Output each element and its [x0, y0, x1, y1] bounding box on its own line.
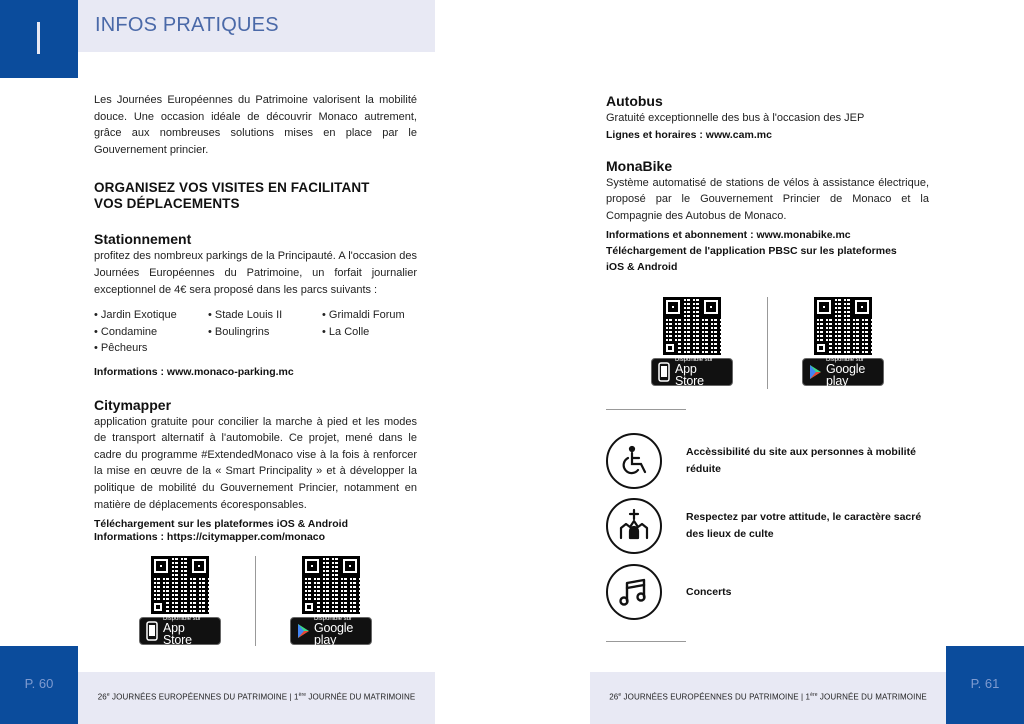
badge-store-name: Google play — [826, 361, 866, 388]
section-heading-line1: ORGANISEZ VOS VISITES EN FACILITANT — [94, 180, 370, 196]
phone-icon — [145, 621, 159, 641]
footer-text: 26e JOURNÉES EUROPÉENNES DU PATRIMOINE | 1ère JOURNÉE DU MATRIMOINE — [609, 692, 927, 702]
divider-bar — [37, 22, 40, 54]
page-number-block-left — [0, 646, 78, 724]
qr-divider — [255, 556, 256, 646]
parking-item: • Boulingrins — [208, 325, 270, 338]
legend-label: Concerts — [686, 585, 732, 598]
google-play-badge[interactable] — [290, 617, 372, 645]
badge-available-text: Disponible sur — [675, 356, 714, 363]
separator-line — [606, 641, 686, 642]
parking-item: • Jardin Exotique — [94, 309, 177, 322]
corner-block-top-left — [0, 0, 78, 78]
stationnement-title: Stationnement — [94, 231, 192, 248]
citymapper-info-link[interactable]: Informations : https://citymapper.com/monaco — [94, 531, 326, 544]
right-qr-row — [651, 297, 884, 389]
page-number: P. 60 — [24, 676, 54, 691]
monabike-download-line2: iOS & Android — [606, 261, 678, 274]
badge-available-text: Disponible sur — [314, 615, 353, 622]
monabike-title: MonaBike — [606, 157, 673, 174]
separator-line — [606, 409, 686, 410]
app-store-badge[interactable] — [651, 358, 733, 386]
autobus-title: Autobus — [606, 93, 663, 109]
badge-store-name: App Store — [163, 620, 192, 647]
monabike-download-line1: Téléchargement de l'application PBSC sur les plateformes — [606, 245, 897, 258]
phone-icon — [657, 362, 671, 382]
page-number-block-right — [946, 646, 1024, 724]
wheelchair-icon — [606, 433, 662, 489]
section-heading-line2: VOS DÉPLACEMENTS — [94, 196, 240, 212]
app-store-download[interactable] — [139, 556, 221, 645]
badge-available-text: Disponible sur — [163, 615, 202, 622]
autobus-info-link[interactable]: Lignes et horaires : www.cam.mc — [606, 128, 772, 141]
citymapper-text: application gratuite pour concilier la marche à pied et les modes de transport alternatif à l'automobile. Ce projet, mené dans le cadre du programme #ExtendedMonaco vise à la fois à renforcer la mise en œuvre de la « Smart Principality » et à développer la politique de mobilité du Gouvernement Princier, notamment en matière de déplacements écoresponsables. — [94, 415, 417, 511]
left-qr-row — [139, 556, 372, 646]
qr-code-google-play — [814, 297, 872, 355]
monabike-info-link[interactable]: Informations et abonnement : www.monabike.mc — [606, 229, 851, 242]
parking-info-link[interactable]: Informations : www.monaco-parking.mc — [94, 365, 294, 378]
citymapper-title: Citymapper — [94, 396, 172, 413]
autobus-text: Gratuité exceptionnelle des bus à l'occasion des JEP — [606, 112, 865, 124]
parking-item: • Pêcheurs — [94, 342, 148, 355]
app-store-download[interactable] — [651, 297, 733, 386]
legend-label: Accèssibilité du site aux personnes à mobilité réduite — [686, 446, 916, 475]
church-icon — [606, 498, 662, 554]
footer-band-left — [78, 672, 435, 724]
stationnement-text: profitez des nombreux parkings de la Principauté. A l'occasion des Journées Européennes du Patrimoine, un forfait journalier exceptionnel de 4€ sera proposé dans les parcs suivants : — [94, 250, 417, 296]
play-triangle-icon — [296, 621, 310, 641]
section-heading — [94, 180, 417, 212]
qr-code-app-store — [663, 297, 721, 355]
qr-code-google-play — [302, 556, 360, 614]
google-play-download[interactable] — [802, 297, 884, 386]
legend-label: Respectez par votre attitude, le caractère sacré des lieux de culte — [686, 511, 922, 540]
music-note-icon — [606, 564, 662, 620]
google-play-badge[interactable] — [802, 358, 884, 386]
qr-divider — [767, 297, 768, 389]
right-page-content — [606, 92, 929, 275]
badge-available-text: Disponible sur — [826, 356, 865, 363]
parking-item: • La Colle — [322, 325, 370, 338]
footer-band-right — [590, 672, 946, 724]
intro-paragraph: Les Journées Européennes du Patrimoine valorisent la mobilité douce. Une occasion idéale de découvrir Monaco autrement, grâce aux nombreuses solutions mises en place par le Gouvernement princier. — [94, 94, 417, 156]
parking-item: • Grimaldi Forum — [322, 309, 405, 322]
badge-store-name: Google play — [314, 620, 354, 647]
parking-list — [94, 307, 417, 357]
app-store-badge[interactable] — [139, 617, 221, 645]
google-play-download[interactable] — [290, 556, 372, 645]
footer-text: 26e JOURNÉES EUROPÉENNES DU PATRIMOINE | 1ère JOURNÉE DU MATRIMOINE — [97, 692, 416, 702]
play-triangle-icon — [808, 362, 822, 382]
badge-store-name: App Store — [675, 361, 704, 388]
legend-item-concerts — [606, 564, 926, 620]
page-number: P. 61 — [970, 676, 1000, 691]
citymapper-download-text: Téléchargement sur les plateformes iOS & Android — [94, 518, 349, 531]
left-page-content — [94, 92, 417, 544]
qr-code-app-store — [151, 556, 209, 614]
parking-item: • Stade Louis II — [208, 309, 283, 322]
parking-item: • Condamine — [94, 325, 158, 338]
monabike-text: Système automatisé de stations de vélos à assistance électrique, proposé par le Gouvernement Princier de Monaco et la Compagnie des Autobus de Monaco. — [606, 176, 929, 222]
legend-item-worship — [606, 498, 926, 554]
legend-item-accessibility — [606, 433, 926, 489]
page-title: INFOS PRATIQUES — [95, 14, 279, 36]
